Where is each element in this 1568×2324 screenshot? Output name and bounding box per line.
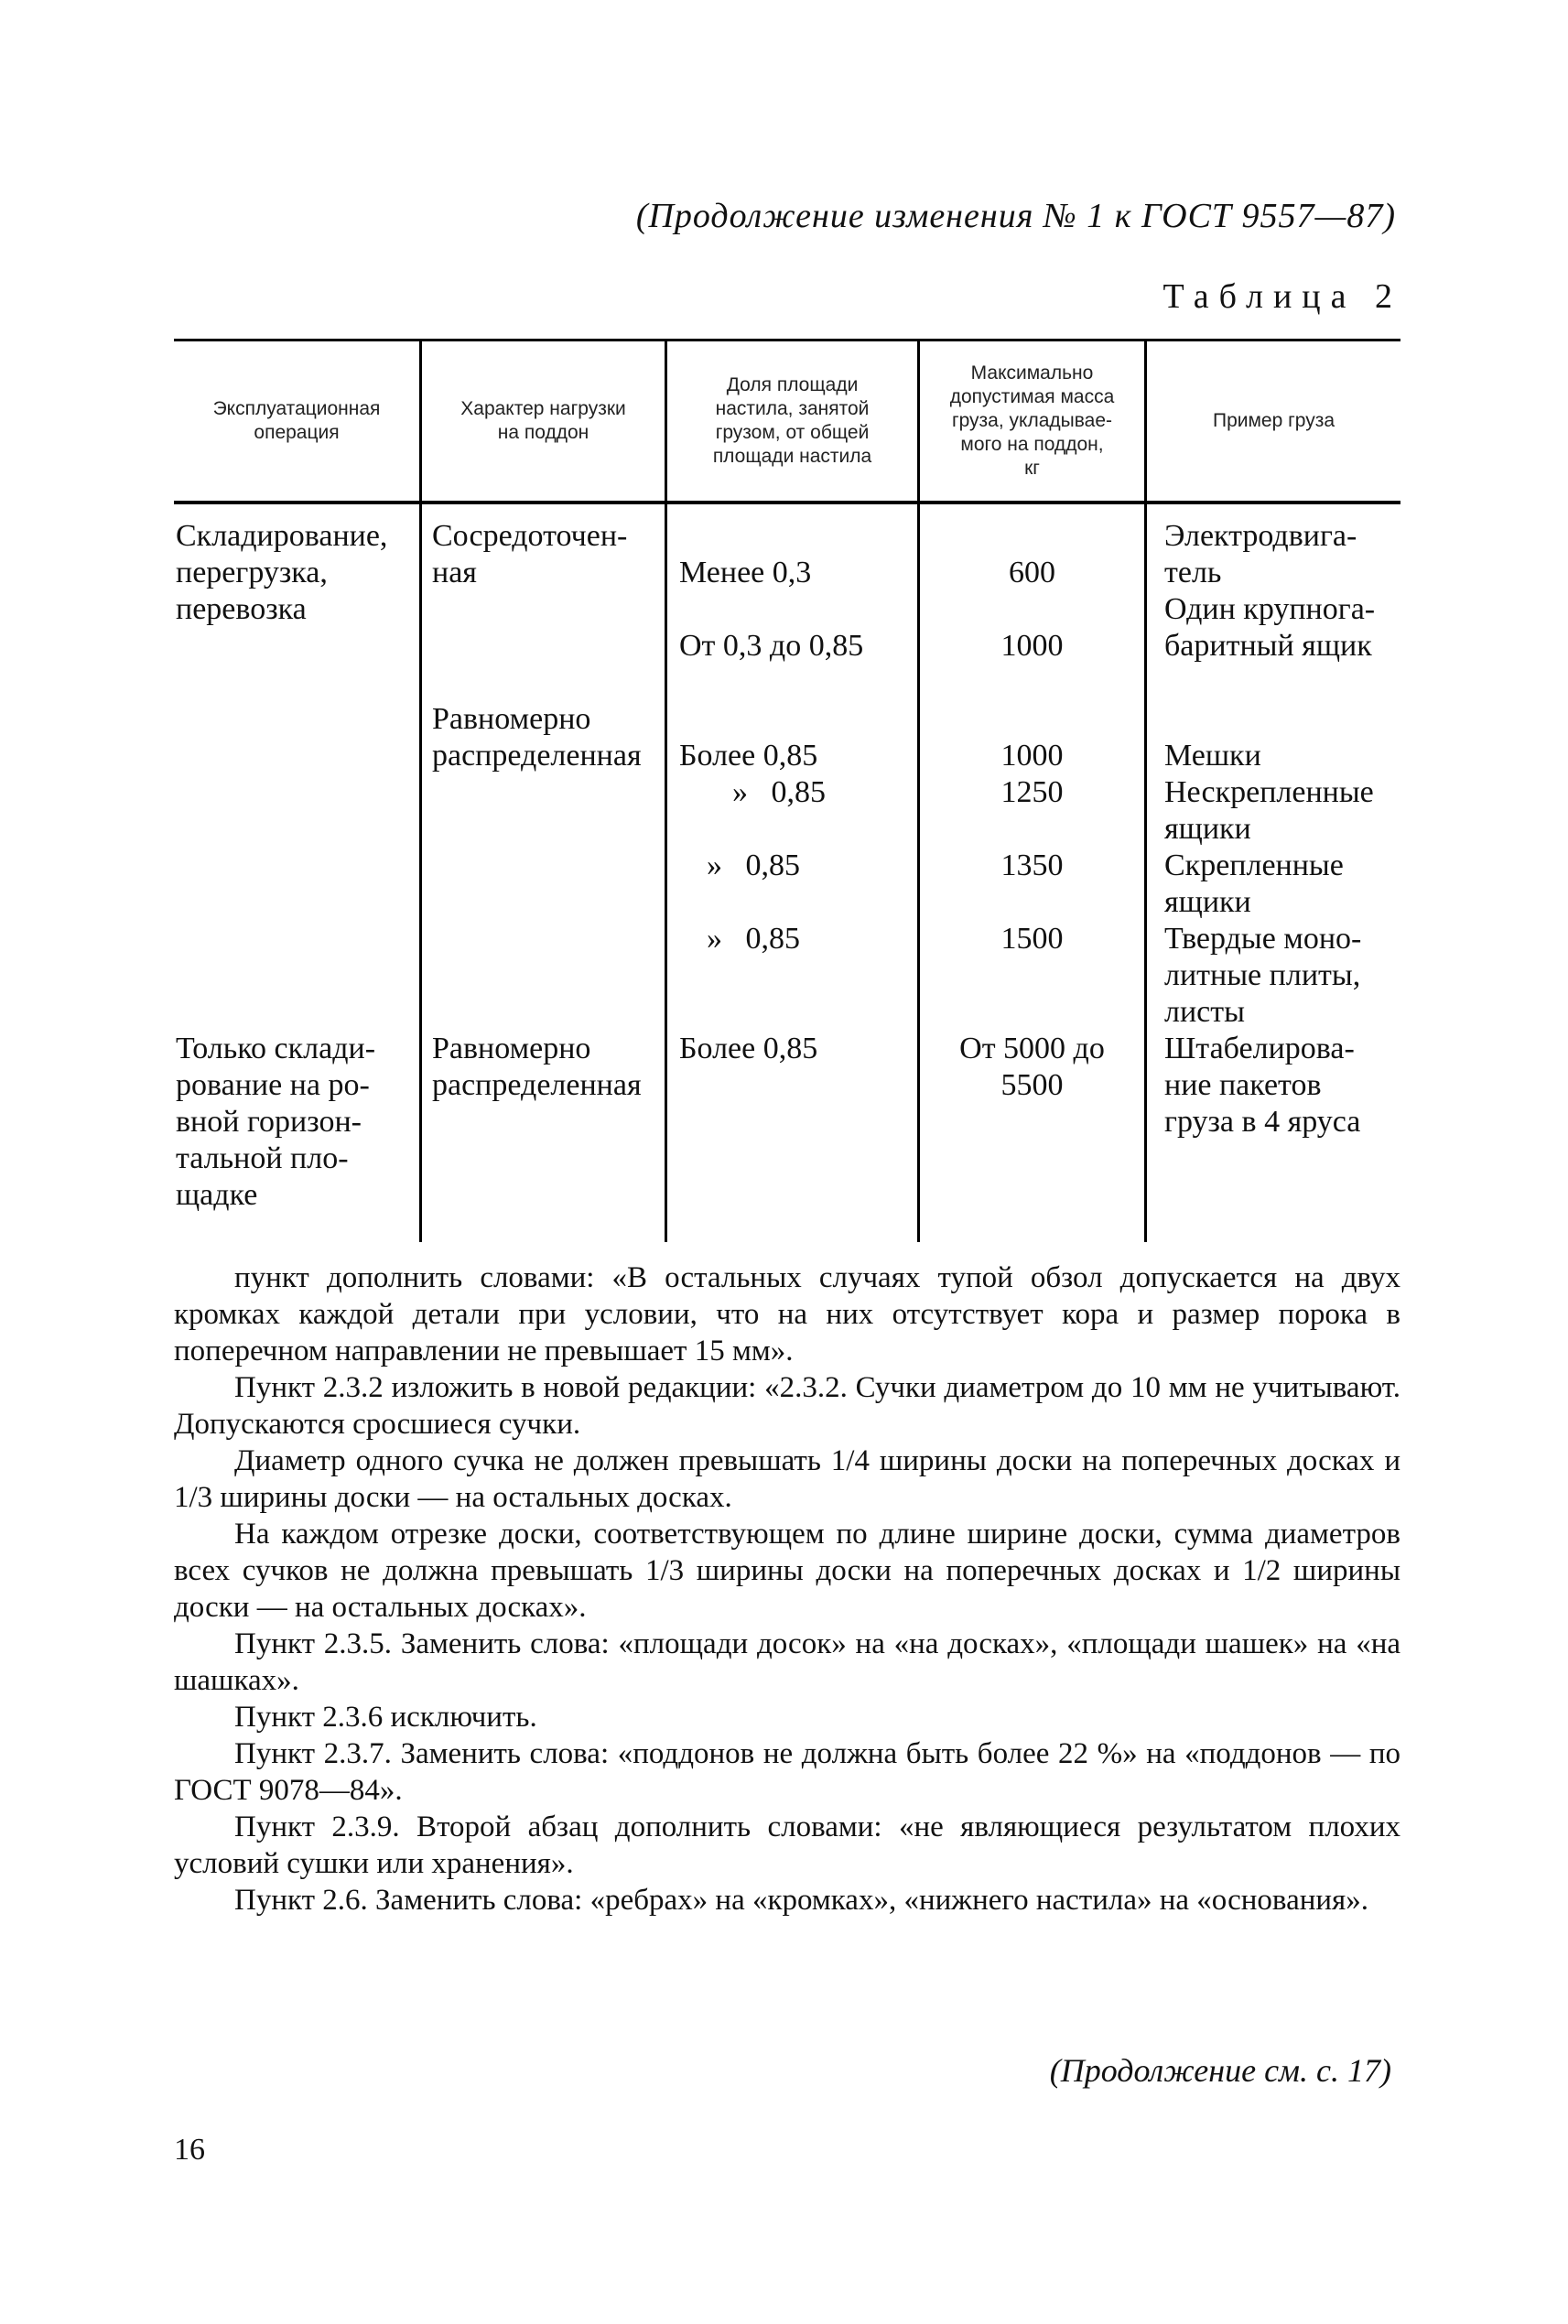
table-cell-example: Мешки (1164, 739, 1261, 773)
table-cell-example: Электродвига- тель (1164, 519, 1357, 589)
running-title: (Продолжение изменения № 1 к ГОСТ 9557—87) (635, 197, 1396, 235)
table-cell-example: Один крупнога- баритный ящик (1164, 592, 1376, 663)
table-cell-share: Более 0,85 (679, 739, 818, 773)
table-cell-share: От 0,3 до 0,85 (679, 629, 864, 663)
table-cell-share: » 0,85 (707, 922, 800, 956)
column-header-example: Пример груза (1212, 410, 1336, 431)
table-cell-share: Менее 0,3 (679, 556, 812, 589)
body-paragraph: Пункт 2.3.5. Заменить слова: «площади досок» на «на досках», «площади шашек» на «на шашках». (174, 1627, 1400, 1697)
table-cell-example: Штабелирова- ние пакетов груза в 4 яруса (1164, 1032, 1361, 1139)
column-header-share: Доля площади настила, занятой грузом, от общей площади настила (712, 374, 872, 467)
body-paragraph: Пункт 2.6. Заменить слова: «ребрах» на «кромках», «нижнего настила» на «основания». (234, 1884, 1368, 1917)
table-cell-operation: Только склади- рование на ро- вной горизон- тальной пло- щадке (176, 1032, 376, 1212)
table-cell-mass: 1000 (1000, 739, 1064, 773)
body-paragraph: Пункт 2.3.9. Второй абзац дополнить словами: «не являющиеся результатом плохих условий сушки или хранения». (174, 1811, 1400, 1880)
table-header-rule (174, 501, 1400, 504)
table-cell-mass: От 5000 до 5500 (959, 1032, 1105, 1102)
table-cell-share: » 0,85 (707, 849, 800, 882)
body-paragraph: Диаметр одного сучка не должен превышать 1/4 ширины доски на поперечных досках и 1/3 ширины доски — на остальных досках. (174, 1444, 1400, 1514)
body-paragraph: На каждом отрезке доски, соответствующем по длине ширине доски, сумма диаметров всех сучков не должна превышать 1/3 ширины доски на поперечных досках и 1/2 ширины доски — на остальных досках». (174, 1518, 1400, 1624)
body-paragraph: Пункт 2.3.6 исключить. (234, 1701, 537, 1734)
table-cell-mass: 1000 (1000, 629, 1064, 663)
table-cell-share: Более 0,85 (679, 1032, 818, 1065)
table-cell-mass: 1350 (1000, 849, 1064, 882)
continuation-note: (Продолжение см. с. 17) (1049, 2052, 1391, 2089)
table-caption: Таблица 2 (1162, 277, 1402, 316)
body-paragraph: пункт дополнить словами: «В остальных случаях тупой обзол допускается на двух кромках каждой детали при условии, что на них отсутствует кора и размер порока в поперечном направлении не превышает 15 мм». (174, 1261, 1400, 1367)
body-paragraph: Пункт 2.3.2 изложить в новой редакции: «2.3.2. Сучки диаметром до 10 мм не учитывают. Допускаются сросшиеся сучки. (174, 1371, 1400, 1441)
table-cell-example: Твердые моно- литные плиты, листы (1164, 922, 1362, 1029)
column-header-mass: Максимально допустимая масса груза, укладывае- мого на поддон, кг (949, 362, 1115, 479)
table-cell-example: Скрепленные ящики (1164, 849, 1344, 919)
loads-table (174, 339, 1400, 1242)
column-header-load: Характер нагрузки на поддон (460, 398, 626, 443)
table-cell-mass: 600 (1009, 556, 1055, 589)
table-cell-load: Равномерно распределенная (432, 1032, 642, 1102)
table-cell-load: Равномерно распределенная (432, 702, 642, 773)
table-cell-share: » 0,85 (732, 775, 826, 809)
table-cell-mass: 1250 (1000, 775, 1064, 809)
body-paragraph: Пункт 2.3.7. Заменить слова: «поддонов не должна быть более 22 %» на «поддонов — по ГОСТ 9078—84». (174, 1737, 1400, 1807)
table-cell-load: Сосредоточен- ная (432, 519, 628, 589)
table-cell-example: Нескрепленные ящики (1164, 775, 1374, 846)
table-cell-operation: Складирование, перегрузка, перевозка (176, 519, 388, 626)
column-header-operation: Эксплуатационная операция (212, 398, 381, 443)
table-cell-mass: 1500 (1000, 922, 1064, 956)
page-number: 16 (174, 2133, 205, 2167)
